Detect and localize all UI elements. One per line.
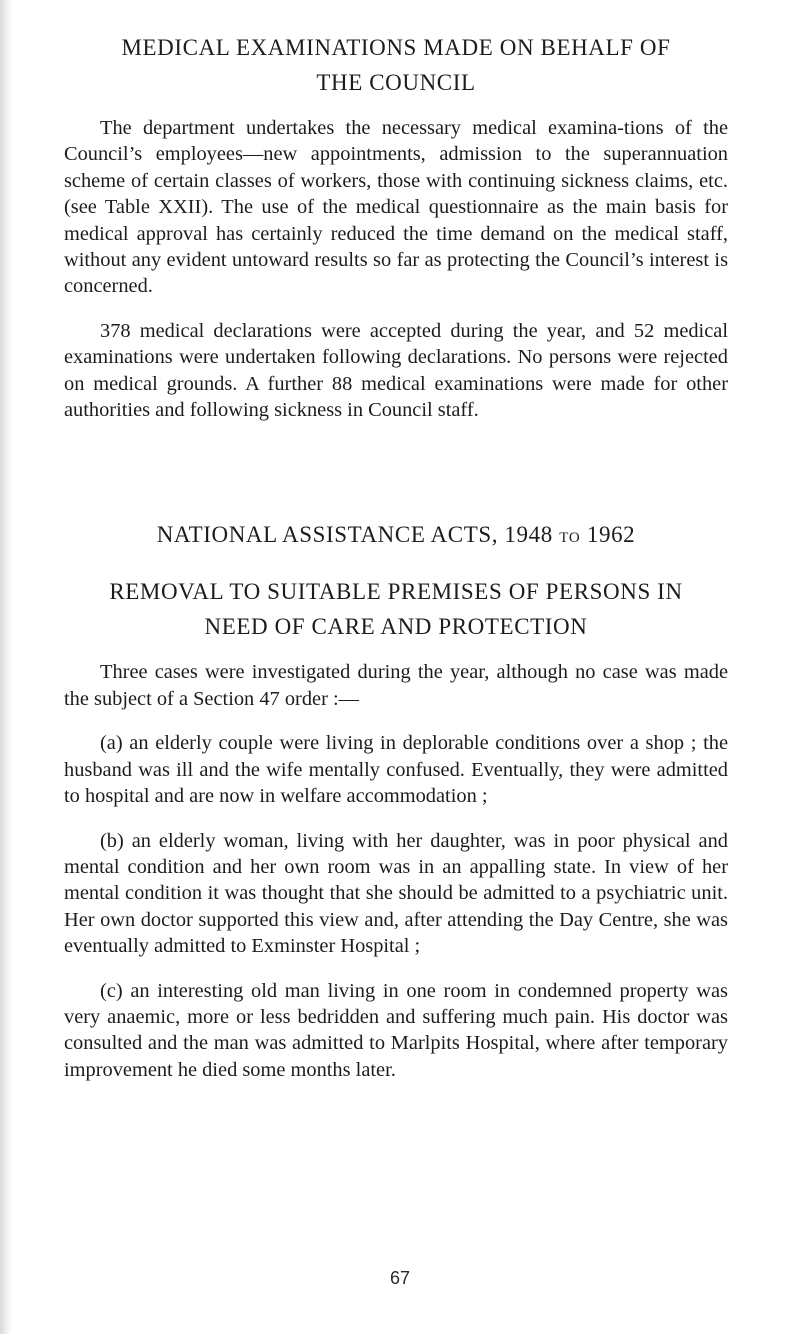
heading-line-2: THE COUNCIL [316,70,476,95]
subheading-removal [64,574,728,644]
page-number: 67 [389,1268,411,1288]
heading-acts: NATIONAL ASSISTANCE ACTS, 1948 [156,522,560,548]
section-heading-national-assistance [64,517,728,556]
subheading-line-2: NEED OF CARE AND PROTECTION [204,614,588,640]
case-a: (a) an elderly couple were living in deplorable conditions over a shop ; the husband was ill and the wife mentally confused. Eventually, they were admitted to hospital and are now in welfare accommodation ; [64,732,728,808]
paragraph-intro: Three cases were investigated during the year, although no case was made the subject of a Section 47 order :— [64,661,728,710]
heading-to: TO [559,530,581,547]
section-heading-medical-examinations [64,30,728,100]
subheading-line-1: REMOVAL TO SUITABLE PREMISES OF PERSONS IN [109,579,683,605]
case-b: (b) an elderly woman, living with her daughter, was in poor physical and mental condition and her own room was in an appalling state. In view of her mental condition it was thought that she should be admitted to a psychiatric unit. Her own doctor supported this view and, after attending the Day Centre, she was eventually admitted to Exminster Hospital ; [64,829,728,958]
heading-line-1: MEDICAL EXAMINATIONS MADE ON BEHALF OF [121,35,671,60]
paragraph-medical-2: 378 medical declarations were accepted during the year, and 52 medical examinations were undertaken following declarations. No persons were rejected on medical grounds. A further 88 medical examinations were made for other authorities and following sickness in Council staff. [64,319,728,422]
page-spine-shadow [0,0,12,1334]
page-content [64,30,728,1083]
paragraph-medical-1: The department undertakes the necessary medical examina-tions of the Council’s employees—new appointments, admission to the superannuation scheme of certain classes of workers, those with continuing sickness claims, etc. (see Table XXII). The use of the medical questionnaire as the main basis for medical approval has certainly reduced the time demand on the medical staff, without any evident untoward results so far as protecting the Council’s interest is concerned. [64,117,728,298]
case-c: (c) an interesting old man living in one room in condemned property was very anaemic, more or less bedridden and suffering much pain. His doctor was consulted and the man was admitted to Marlpits Hospital, where after temporary improvement he died some months later. [64,979,728,1081]
heading-year: 1962 [580,522,636,548]
